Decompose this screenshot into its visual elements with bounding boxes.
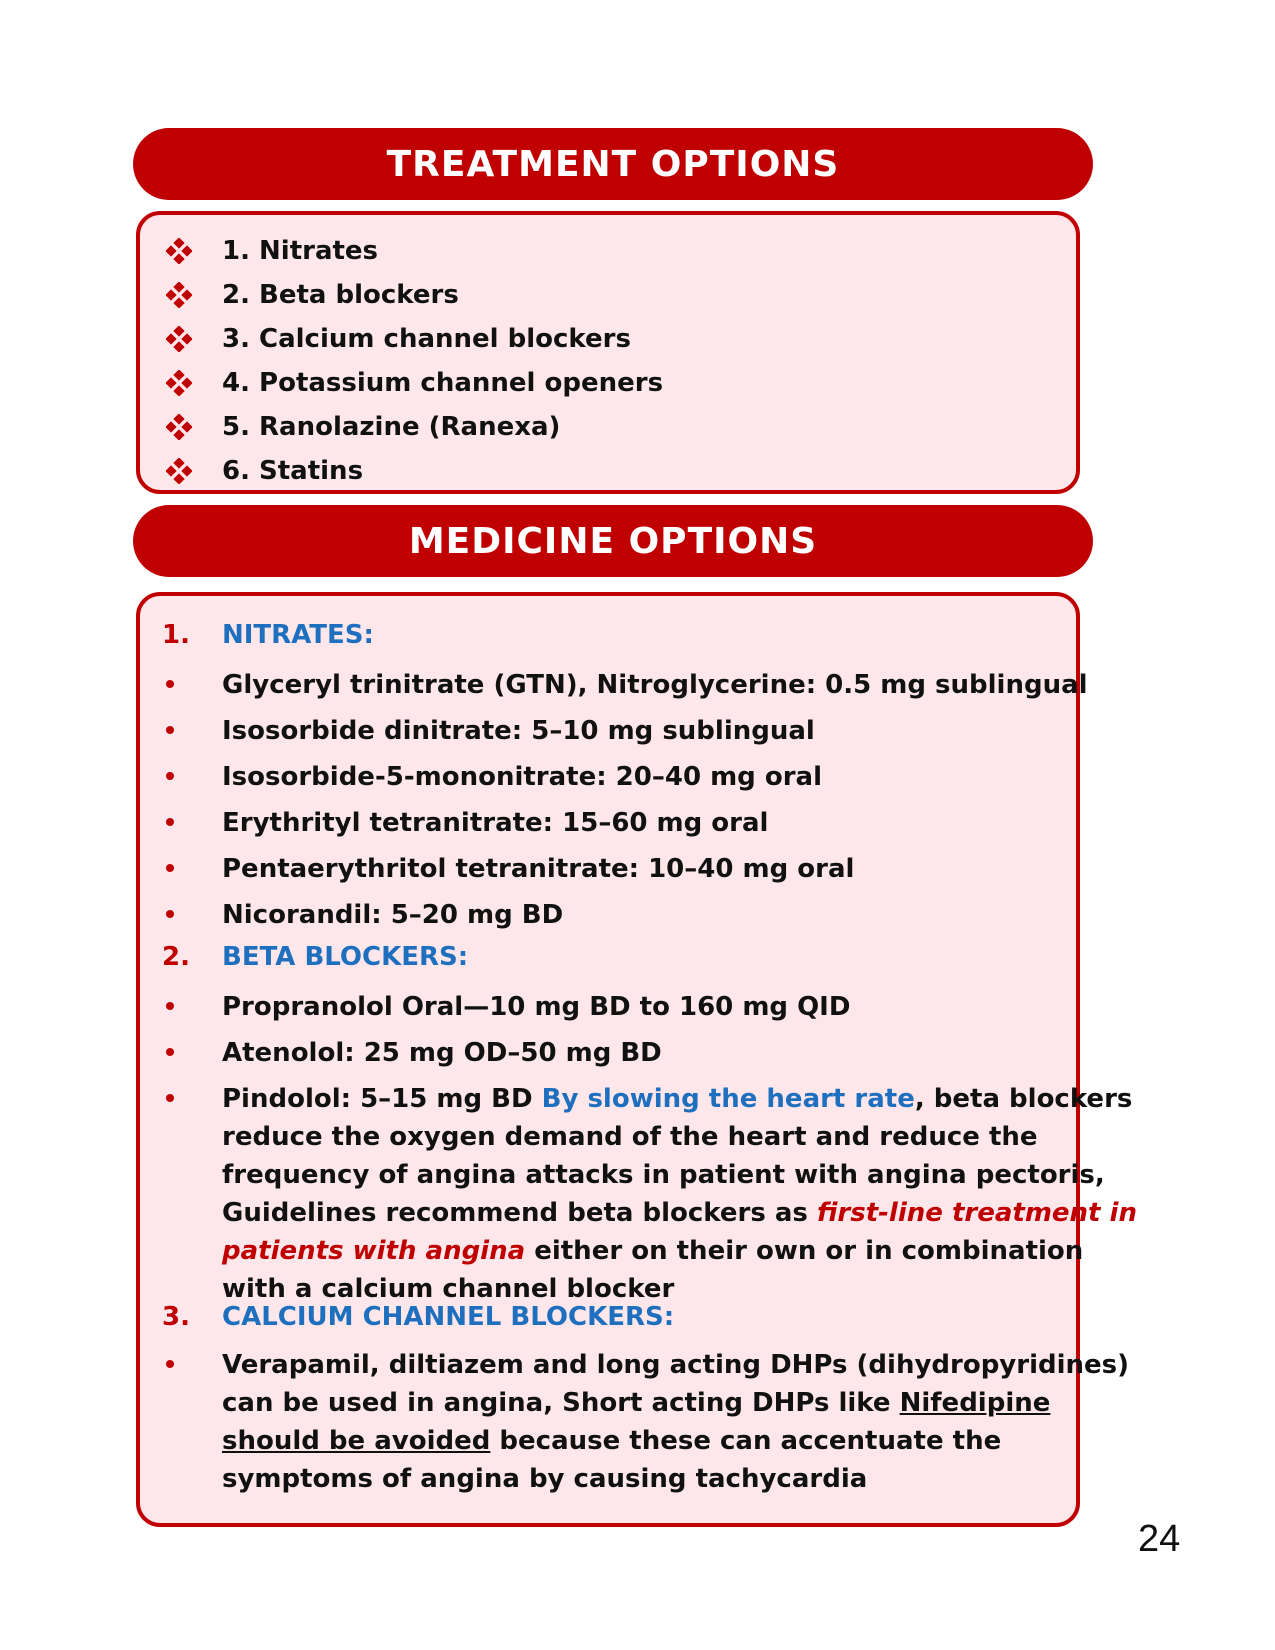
diamond-bullet-icon [166,458,192,484]
pindolol-paragraph [222,1080,1137,1308]
list-item-text: Pentaerythritol tetranitrate: 10–40 mg oral [222,854,855,884]
ccb-line: Verapamil, diltiazem and long acting DHPs (dihydropyridines) [222,1350,1130,1380]
bullet-dot-icon [166,1048,174,1056]
bullet-dot-icon [166,818,174,826]
ccb-text: can be used in angina, Short acting DHPs like [222,1388,900,1418]
list-item-text: Isosorbide-5-mononitrate: 20–40 mg oral [222,762,822,792]
avoid-underline: should be avoided [222,1426,491,1456]
page-number: 24 [1138,1518,1181,1560]
pindolol-lead: Pindolol: 5–15 mg BD [222,1084,542,1114]
bullet-dot-icon [166,772,174,780]
diamond-bullet-icon [166,370,192,396]
treatment-options-banner [133,128,1093,200]
treatment-options-panel [136,211,1080,494]
medicine-options-banner [133,505,1093,577]
list-item-text: Atenolol: 25 mg OD–50 mg BD [222,1038,662,1068]
treatment-item-label: 6. Statins [222,456,364,486]
pindolol-line: with a calcium channel blocker [222,1274,675,1304]
treatment-item-label: 2. Beta blockers [222,280,459,310]
bullet-dot-icon [166,680,174,688]
first-line-emphasis: first-line treatment in [816,1198,1137,1228]
treatment-options-title: TREATMENT OPTIONS [386,143,840,185]
ccb-text: because these can accentuate the [490,1426,1002,1456]
pindolol-line: reduce the oxygen demand of the heart and reduce the [222,1122,1038,1152]
ccb-paragraph [222,1346,1130,1498]
list-item-text: Glyceryl trinitrate (GTN), Nitroglycerine: 0.5 mg sublingual [222,670,1088,700]
medicine-options-title: MEDICINE OPTIONS [408,520,818,562]
diamond-bullet-icon [166,414,192,440]
section-heading: NITRATES: [222,620,374,650]
medicine-options-panel [136,592,1137,1527]
bullet-dot-icon [166,910,174,918]
section-number: 1. [162,620,190,650]
section-number: 2. [162,942,190,972]
pindolol-text: either on their own or in combination [525,1236,1084,1266]
diamond-bullet-icon [166,238,192,264]
treatment-item-label: 4. Potassium channel openers [222,368,664,398]
diamond-bullet-icon [166,326,192,352]
treatment-item-label: 3. Calcium channel blockers [222,324,631,354]
pindolol-text: Guidelines recommend beta blockers as [222,1198,817,1228]
bullet-dot-icon [166,726,174,734]
bullet-dot-icon [166,1002,174,1010]
list-item-text: Erythrityl tetranitrate: 15–60 mg oral [222,808,769,838]
bullet-dot-icon [166,864,174,872]
list-item-text: Propranolol Oral—10 mg BD to 160 mg QID [222,992,851,1022]
diamond-bullet-icon [166,282,192,308]
treatment-item-label: 1. Nitrates [222,236,379,266]
section-heading: CALCIUM CHANNEL BLOCKERS: [222,1302,675,1332]
nifedipine-underline: Nifedipine [899,1388,1051,1418]
ccb-line: symptoms of angina by causing tachycardia [222,1464,868,1494]
bullet-dot-icon [166,1360,174,1368]
section-heading: BETA BLOCKERS: [222,942,469,972]
list-item-text: Nicorandil: 5–20 mg BD [222,900,564,930]
bullet-dot-icon [166,1094,174,1102]
section-number: 3. [162,1302,190,1332]
first-line-emphasis: patients with angina [222,1236,526,1266]
pindolol-text: , beta blockers [914,1084,1133,1114]
treatment-item-label: 5. Ranolazine (Ranexa) [222,412,561,442]
pindolol-highlight: By slowing the heart rate [541,1084,915,1114]
pindolol-line: frequency of angina attacks in patient with angina pectoris, [222,1160,1105,1190]
list-item-text: Isosorbide dinitrate: 5–10 mg sublingual [222,716,815,746]
